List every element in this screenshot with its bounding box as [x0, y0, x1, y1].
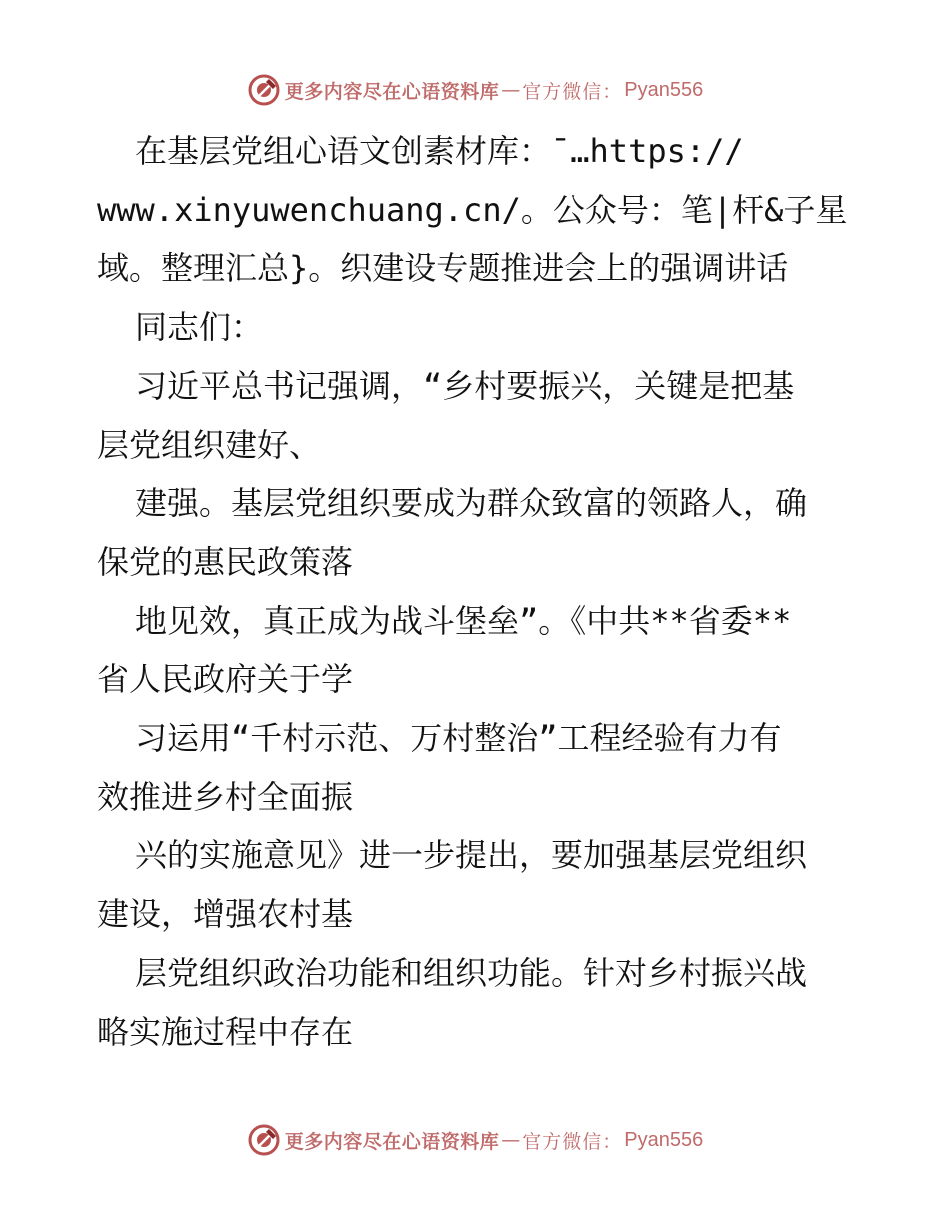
banner-wechat-label: 官方微信：	[522, 80, 623, 103]
body-text-line: 同志们：	[135, 308, 264, 347]
banner-site-text: 更多内容尽在心语资料库	[284, 80, 500, 103]
body-text-line: 习运用“千村示范、万村整治”工程经验有力有	[135, 719, 782, 758]
body-text-line: 效推进乡村全面振	[97, 777, 354, 816]
seal-logo-icon	[247, 73, 281, 107]
body-text-line: 保党的惠民政策落	[97, 542, 354, 581]
seal-logo-icon	[247, 1123, 281, 1157]
body-text-line: 省人民政府关于学	[97, 660, 354, 699]
body-text-line: 建强。基层党组织要成为群众致富的领路人，确	[135, 484, 808, 523]
banner-wechat-label: 官方微信：	[522, 1130, 623, 1153]
banner-wechat-id: Pyan556	[624, 78, 704, 101]
header-banner	[0, 70, 950, 110]
body-text-line: 地见效，真正成为战斗堡垒”。《中共**省委**	[135, 601, 792, 640]
document-body	[97, 122, 857, 1061]
body-text-line: www.xinyuwenchuang.cn/。公众号：笔|杆&子星	[97, 190, 848, 229]
banner-dash: —	[501, 1129, 521, 1151]
body-text-line: 域。整理汇总}。织建设专题推进会上的强调讲话	[97, 249, 789, 288]
banner-wechat-id: Pyan556	[624, 1128, 704, 1151]
body-text-line: 兴的实施意见》进一步提出，要加强基层党组织	[135, 836, 808, 875]
body-text-line: 习近平总书记强调，“乡村要振兴，关键是把基	[135, 366, 795, 405]
banner-site-text: 更多内容尽在心语资料库	[284, 1130, 500, 1153]
body-text-line: 建设，增强农村基	[97, 895, 354, 934]
body-text-line: 在基层党组心语文创素材库：¯…https://	[135, 132, 744, 170]
body-text-line: 略实施过程中存在	[97, 1012, 354, 1051]
body-text-line: 层党组织建好、	[97, 425, 322, 464]
footer-banner	[0, 1120, 950, 1160]
body-text-line: 层党组织政治功能和组织功能。针对乡村振兴战	[135, 953, 808, 992]
banner-dash: —	[501, 79, 521, 101]
